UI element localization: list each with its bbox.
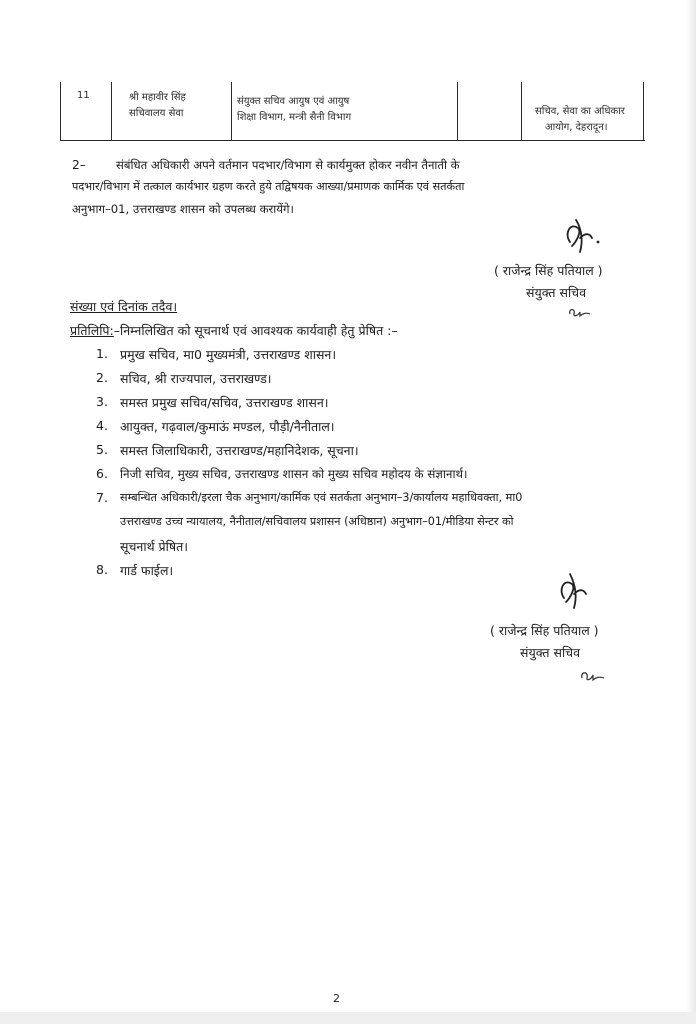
copy-to-text: –निम्नलिखित को सूचनार्थ एवं आवश्यक कार्यवाही हेतु प्रेषित :– bbox=[113, 323, 398, 338]
blank-cell bbox=[457, 82, 522, 140]
officer-name: श्री महावीर सिंह bbox=[129, 92, 186, 103]
list-item-number: 3. bbox=[96, 394, 108, 409]
list-item: आयुक्त, गढ़वाल/कुमाऊं मण्डल, पौड़ी/नैनीताल। bbox=[120, 419, 335, 434]
list-item-number: 6. bbox=[96, 466, 108, 481]
paragraph-line1: संबंधित अधिकारी अपने वर्तमान पदभार/विभाग से कार्यमुक्त होकर नवीन तैनाती के bbox=[116, 158, 460, 172]
remark-line1: सचिव, सेवा का अधिकार bbox=[535, 106, 625, 117]
list-item-number: 5. bbox=[96, 442, 108, 457]
initials-mark-1 bbox=[566, 304, 596, 320]
paragraph-line3: अनुभाग–01, उत्तराखण्ड शासन को उपलब्ध करायेंगे। bbox=[72, 202, 294, 216]
list-item: गार्ड फाईल। bbox=[120, 563, 174, 578]
page-number: 2 bbox=[333, 992, 340, 1005]
reference-text: संख्या एवं दिनांक तदैव। bbox=[70, 299, 178, 314]
copy-to-label: प्रतिलिपि: bbox=[70, 323, 114, 338]
serial-number: 11 bbox=[77, 90, 90, 101]
signature-mark-2 bbox=[554, 566, 590, 612]
officer-service: सचिवालय सेवा bbox=[129, 108, 184, 119]
scan-edge-shadow bbox=[686, 0, 696, 1024]
list-item-number: 1. bbox=[96, 346, 108, 361]
copy-to-heading bbox=[70, 322, 398, 339]
list-item-number: 8. bbox=[96, 562, 108, 577]
new-post-line2: शिक्षा विभाग, मन्त्री सैनी विभाग bbox=[237, 112, 352, 123]
list-item: निजी सचिव, मुख्य सचिव, उत्तराखण्ड शासन को मुख्य सचिव महोदय के संज्ञानार्थ। bbox=[120, 467, 468, 481]
signatory-name-2: ( राजेन्द्र सिंह पतियाल ) bbox=[490, 623, 599, 638]
list-item: समस्त जिलाधिकारी, उत्तराखण्ड/महानिदेशक, सूचना। bbox=[120, 443, 359, 458]
paragraph-line2: पदभार/विभाग में तत्काल कार्यभार ग्रहण करते हुये तद्विषयक आख्या/प्रमाणक कार्मिक एवं सतर्कता bbox=[72, 180, 465, 193]
name-cell bbox=[111, 82, 232, 140]
officer-table-row bbox=[60, 82, 645, 141]
scan-bottom-edge bbox=[0, 1012, 696, 1024]
new-post-cell bbox=[231, 82, 458, 140]
list-item-number: 4. bbox=[96, 418, 108, 433]
paragraph-number: 2– bbox=[72, 158, 86, 172]
list-item-continued: उत्तराखण्ड उच्च न्यायालय, नैनीताल/सचिवालय प्रशासन (अधिष्ठान) अनुभाग–01/मीडिया सेन्टर को bbox=[120, 515, 514, 528]
new-post-line1: संयुक्त सचिव आयुष एवं आयुष bbox=[237, 96, 350, 107]
reference-line bbox=[70, 298, 177, 315]
list-item: सम्बन्धित अधिकारी/इरला चैक अनुभाग/कार्मिक एवं सतर्कता अनुभाग–3/कार्यालय महाधिवक्ता, मा0 bbox=[120, 491, 523, 504]
list-item-number: 7. bbox=[96, 490, 108, 505]
list-item: प्रमुख सचिव, मा0 मुख्यमंत्री, उत्तराखण्ड शासन। bbox=[120, 347, 337, 362]
remark-line2: आयोग, देहरादून। bbox=[545, 122, 608, 133]
serial-cell bbox=[61, 82, 112, 140]
remark-cell bbox=[521, 82, 644, 140]
signature-mark-1 bbox=[556, 212, 606, 256]
list-item-continued: सूचनार्थ प्रेषित। bbox=[120, 539, 188, 554]
signatory-name-1: ( राजेन्द्र सिंह पतियाल ) bbox=[494, 263, 603, 278]
list-item: सचिव, श्री राज्यपाल, उत्तराखण्ड। bbox=[120, 371, 272, 386]
initials-mark-2 bbox=[578, 666, 608, 684]
signatory-designation-2: संयुक्त सचिव bbox=[520, 645, 581, 660]
signatory-designation-1: संयुक्त सचिव bbox=[526, 285, 587, 300]
list-item: समस्त प्रमुख सचिव/सचिव, उत्तराखण्ड शासन। bbox=[120, 395, 329, 410]
list-item-number: 2. bbox=[96, 370, 108, 385]
